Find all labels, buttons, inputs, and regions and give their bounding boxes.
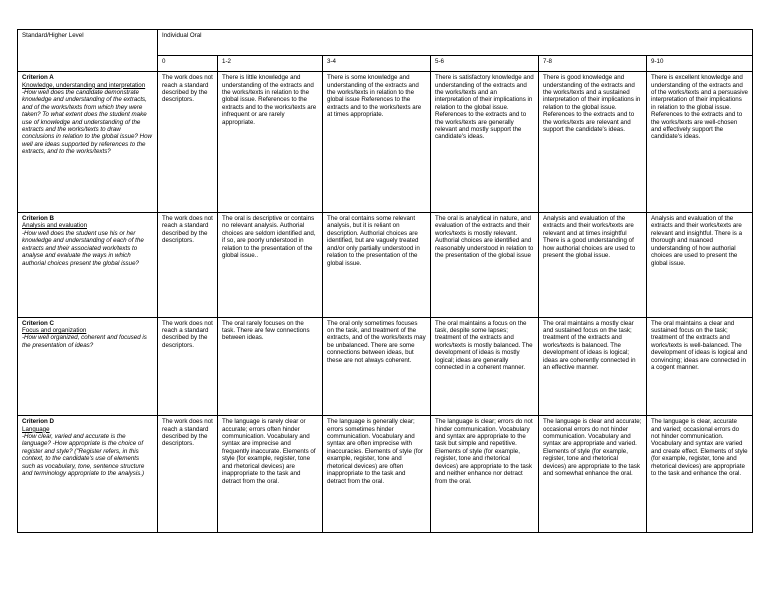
criterion-title: Criterion C <box>22 319 54 327</box>
descriptor-cell: The language is clear; errors do not hinder communication. Vocabulary and syntax are appropriate to the task but simple and repetitive. Elements of style (for example, register, tone and rhetorical devices) are appropriate to the task and neither enhance nor detract from the oral. <box>431 416 539 533</box>
descriptor-cell: The oral is analytical in nature, and evaluation of the extracts and their works/texts is mostly relevant. Authorial choices are identified and reasonably understood in relation to the presentation of the global issue <box>431 213 539 318</box>
criterion-row-b <box>18 213 753 318</box>
level-header: 3-4 <box>323 56 431 72</box>
criterion-question: -How well organized, coherent and focused is the presentation of ideas? <box>22 334 147 349</box>
level-header: 1-2 <box>218 56 323 72</box>
criterion-title: Criterion A <box>22 74 54 82</box>
criterion-title: Criterion B <box>22 215 54 223</box>
descriptor-cell: Analysis and evaluation of the extracts and their works/texts are relevant and insightful. There is a thorough and nuanced understanding of how authorial choices are used to present the global issue. <box>647 213 753 318</box>
level-header: 7-8 <box>539 56 647 72</box>
descriptor-cell: The oral maintains a focus on the task, despite some lapses; treatment of the extracts and works/texts is mostly balanced. The development of ideas is mostly logical; ideas are generally connected in a coherent manner. <box>431 317 539 416</box>
descriptor-cell: There is excellent knowledge and understanding of the extracts and of the works/texts and a persuasive interpretation of their implications in relation to the global issue. References to the extracts and to the works/texts are well-chosen and effectively support the candidate's ideas. <box>647 72 753 213</box>
criterion-question: -How well does the candidate demonstrate knowledge and understanding of the extracts, and of the works/texts from which they were taken? To what extent does the student make use of knowledge and understanding of the extracts and the works/texts to draw conclusions in relation to the global issue? How well are ideas supported by references to the extracts, and to the works/texts? <box>22 89 153 156</box>
descriptor-cell: The work does not reach a standard described by the descriptors. <box>158 72 218 213</box>
criterion-row-a <box>18 72 753 213</box>
criterion-subtitle: Knowledge, understanding and interpretation <box>22 81 146 89</box>
level-header: 5-6 <box>431 56 539 72</box>
descriptor-cell: The language is generally clear; errors sometimes hinder communication. Vocabulary and syntax are often imprecise with inaccuracies. Elements of style (for example, register, tone and rhetorical devices) are often inappropriate to the task and detract from the oral. <box>323 416 431 533</box>
standard-level-header: Standard/Higher Level <box>18 30 158 72</box>
descriptor-cell: The oral is descriptive or contains no relevant analysis. Authorial choices are seldom identified and, if so, are poorly understood in relation to the presentation of the global issue.. <box>218 213 323 318</box>
header-row <box>18 30 753 56</box>
descriptor-cell: The language is clear, accurate and varied; occasional errors do not hinder communication. Vocabulary and syntax are varied and create effect. Elements of style (for example, register, tone and rhetorical devices) are appropriate to the task and enhance the oral. <box>647 416 753 533</box>
descriptor-cell: The oral rarely focuses on the task. There are few connections between ideas. <box>218 317 323 416</box>
descriptor-cell: The oral only sometimes focuses on the task, and treatment of the extracts, and of the works/texts may be unbalanced. There are some connections between ideas, but these are not always coherent. <box>323 317 431 416</box>
level-header: 9-10 <box>647 56 753 72</box>
criterion-question: -How clear, varied and accurate is the language? -How appropriate is the choice of register and style? ("Register refers, in this context, to the candidate's use of elements such as vocabulary, tone, sentence structure and terminology appropriate to the analysis.) <box>22 433 145 478</box>
criterion-subtitle: Language <box>22 425 50 433</box>
level-header: 0 <box>158 56 218 72</box>
descriptor-cell: Analysis and evaluation of the extracts and their works/texts are relevant and at times insightful There is a good understanding of how authorial choices are used to present the global issue. <box>539 213 647 318</box>
descriptor-cell: The work does not reach a standard described by the descriptors. <box>158 317 218 416</box>
rubric-table <box>17 29 753 533</box>
criterion-row-c <box>18 317 753 416</box>
descriptor-cell: The oral contains some relevant analysis, but it is reliant on description. Authorial choices are identified, but are vaguely treated and/or only partially understood in relation to the presentation of the global issue. <box>323 213 431 318</box>
criterion-title: Criterion D <box>22 418 54 426</box>
descriptor-cell: There is satisfactory knowledge and understanding of the extracts and the works/texts and an interpretation of their implications in relation to the global issue. References to the extracts and to the works/texts are generally relevant and mostly support the candidate's ideas. <box>431 72 539 213</box>
criterion-label-cell <box>18 72 158 213</box>
criterion-label-cell <box>18 213 158 318</box>
criterion-question: -How well does the student use his or her knowledge and understanding of each of the extracts and their associated work/texts to analyse and evaluate the ways in which authorial choices present the global issue? <box>22 229 144 267</box>
criterion-subtitle: Analysis and evaluation <box>22 222 88 230</box>
individual-oral-header: Individual Oral <box>158 30 753 56</box>
descriptor-cell: The language is rarely clear or accurate; errors often hinder communication. Vocabulary and syntax are imprecise and frequently inaccurate. Elements of style (for example, register, tone and rhetorical devices) are inappropriate to the task and detract from the oral. <box>218 416 323 533</box>
descriptor-cell: The work does not reach a standard described by the descriptors. <box>158 213 218 318</box>
descriptor-cell: There is good knowledge and understanding of the extracts and the works/texts and a sustained interpretation of their implications in relation to the global issue. References to the extracts and to the works/texts are relevant and support the candidate's ideas. <box>539 72 647 213</box>
descriptor-cell: There is little knowledge and understanding of the extracts and the works/texts in relation to the global issue. References to the extracts and to the works/texts are infrequent or are rarely appropriate. <box>218 72 323 213</box>
descriptor-cell: The oral maintains a clear and sustained focus on the task; treatment of the extracts and works/texts is well-balanced. The development of ideas is logical and convincing; ideas are connected in a cogent manner. <box>647 317 753 416</box>
criterion-row-d <box>18 416 753 533</box>
descriptor-cell: The work does not reach a standard described by the descriptors. <box>158 416 218 533</box>
descriptor-cell: The oral maintains a mostly clear and sustained focus on the task; treatment of the extracts and works/texts is balanced. The development of ideas is logical; ideas are coherently connected in an effective manner. <box>539 317 647 416</box>
criterion-label-cell <box>18 317 158 416</box>
descriptor-cell: There is some knowledge and understanding of the extracts and the works/texts in relation to the global issue References to the extracts and to the works/texts are at times appropriate. <box>323 72 431 213</box>
criterion-subtitle: Focus and organization <box>22 327 87 335</box>
criterion-label-cell <box>18 416 158 533</box>
descriptor-cell: The language is clear and accurate; occasional errors do not hinder communication. Vocabulary and syntax are appropriate and varied. Elements of style (for example, register, tone and rhetorical devices) are appropriate to the task and somewhat enhance the oral. <box>539 416 647 533</box>
